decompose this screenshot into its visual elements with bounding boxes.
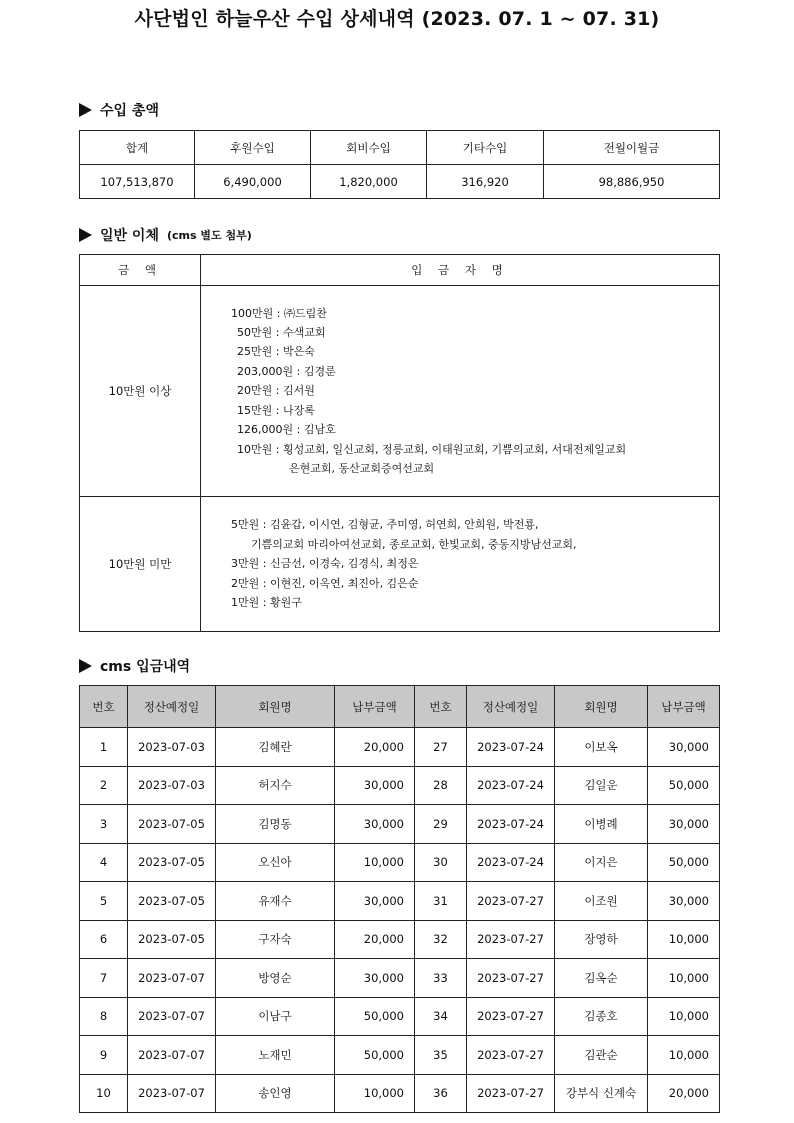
cms-header-no: 번호 bbox=[80, 686, 128, 728]
depositor-line: 126,000원 : 김남호 bbox=[237, 423, 336, 437]
cms-cell-no-2: 30 bbox=[415, 843, 467, 882]
cms-cell-amount-2: 30,000 bbox=[648, 882, 720, 921]
cms-header-row bbox=[80, 686, 720, 728]
summary-value-row bbox=[80, 165, 720, 199]
summary-carryover-value: 98,886,950 bbox=[544, 165, 720, 199]
summary-donation-value: 6,490,000 bbox=[195, 165, 311, 199]
cms-cell-no-2: 28 bbox=[415, 766, 467, 805]
depositor-line: 은현교회, 동산교회증여선교회 bbox=[289, 461, 435, 475]
transfer-amount-over: 10만원 이상 bbox=[80, 286, 201, 497]
summary-header-carryover: 전월이월금 bbox=[544, 131, 720, 165]
cms-cell-member-2: 이보옥 bbox=[555, 728, 648, 767]
cms-cell-no: 3 bbox=[80, 805, 128, 844]
summary-other-value: 316,920 bbox=[427, 165, 544, 199]
cms-cell-no: 9 bbox=[80, 1036, 128, 1075]
cms-cell-member-2: 김일운 bbox=[555, 766, 648, 805]
cms-cell-date: 2023-07-05 bbox=[128, 920, 216, 959]
cms-cell-date-2: 2023-07-27 bbox=[467, 959, 555, 998]
cms-deposit-table bbox=[79, 685, 720, 1113]
cms-header-date-2: 정산예정일 bbox=[467, 686, 555, 728]
cms-cell-date-2: 2023-07-24 bbox=[467, 728, 555, 767]
depositor-line: 기쁨의교회 마리아여선교회, 종로교회, 한빛교회, 중동지방남선교회, bbox=[251, 537, 577, 551]
cms-cell-date: 2023-07-07 bbox=[128, 959, 216, 998]
cms-cell-amount-2: 10,000 bbox=[648, 1036, 720, 1075]
cms-cell-member: 오신아 bbox=[216, 843, 335, 882]
cms-cell-member-2: 이병례 bbox=[555, 805, 648, 844]
cms-cell-member: 노재민 bbox=[216, 1036, 335, 1075]
cms-cell-date: 2023-07-03 bbox=[128, 728, 216, 767]
income-summary-table bbox=[79, 130, 720, 199]
cms-cell-amount-2: 50,000 bbox=[648, 766, 720, 805]
transfer-header-depositor: 입 금 자 명 bbox=[201, 255, 720, 286]
cms-cell-date: 2023-07-05 bbox=[128, 882, 216, 921]
general-transfer-table bbox=[79, 254, 720, 632]
transfer-row-under-100k bbox=[80, 497, 720, 632]
depositor-line: 25만원 : 박은숙 bbox=[237, 345, 315, 359]
cms-cell-member: 송인영 bbox=[216, 1074, 335, 1113]
cms-cell-no: 10 bbox=[80, 1074, 128, 1113]
section-cms bbox=[79, 656, 190, 676]
section-general-note: (cms 별도 첨부) bbox=[166, 229, 252, 242]
cms-cell-date-2: 2023-07-27 bbox=[467, 882, 555, 921]
cms-cell-date-2: 2023-07-24 bbox=[467, 805, 555, 844]
transfer-header-amount: 금 액 bbox=[80, 255, 201, 286]
cms-cell-member-2: 이조원 bbox=[555, 882, 648, 921]
cms-cell-member-2: 이지은 bbox=[555, 843, 648, 882]
table-row bbox=[80, 1074, 720, 1113]
cms-cell-date: 2023-07-07 bbox=[128, 1036, 216, 1075]
cms-cell-amount: 50,000 bbox=[335, 997, 415, 1036]
cms-header-member-2: 회원명 bbox=[555, 686, 648, 728]
cms-cell-no: 4 bbox=[80, 843, 128, 882]
cms-cell-amount: 30,000 bbox=[335, 805, 415, 844]
cms-cell-amount: 20,000 bbox=[335, 920, 415, 959]
depositor-line: 3만원 : 신금선, 이경숙, 김경식, 최정은 bbox=[231, 557, 419, 571]
cms-cell-amount-2: 30,000 bbox=[648, 805, 720, 844]
cms-cell-date: 2023-07-07 bbox=[128, 1074, 216, 1113]
summary-header-other: 기타수입 bbox=[427, 131, 544, 165]
cms-cell-no: 6 bbox=[80, 920, 128, 959]
section-general-title: 일반 이체 bbox=[100, 228, 159, 244]
cms-cell-no-2: 31 bbox=[415, 882, 467, 921]
cms-cell-date: 2023-07-05 bbox=[128, 843, 216, 882]
cms-cell-date-2: 2023-07-27 bbox=[467, 997, 555, 1036]
cms-cell-date: 2023-07-05 bbox=[128, 805, 216, 844]
cms-cell-no: 8 bbox=[80, 997, 128, 1036]
depositor-line: 100만원 : ㈜드림찬 bbox=[231, 306, 327, 320]
triangle-bullet-icon bbox=[79, 659, 92, 673]
cms-cell-amount: 30,000 bbox=[335, 882, 415, 921]
cms-cell-amount: 50,000 bbox=[335, 1036, 415, 1075]
cms-cell-no: 7 bbox=[80, 959, 128, 998]
cms-cell-member-2: 강부식 신계숙 bbox=[555, 1074, 648, 1113]
cms-cell-date-2: 2023-07-24 bbox=[467, 766, 555, 805]
depositor-line: 10만원 : 횡성교회, 일신교회, 정릉교회, 이태원교회, 기쁨의교회, 서대전제일교회 bbox=[237, 442, 627, 456]
cms-cell-member: 이남구 bbox=[216, 997, 335, 1036]
cms-cell-no-2: 33 bbox=[415, 959, 467, 998]
summary-header-donation: 후원수입 bbox=[195, 131, 311, 165]
summary-header-membership: 회비수입 bbox=[311, 131, 427, 165]
cms-cell-member: 김명동 bbox=[216, 805, 335, 844]
cms-header-date: 정산예정일 bbox=[128, 686, 216, 728]
section-total-title: 수입 총액 bbox=[100, 103, 159, 119]
depositor-line: 5만원 : 김윤갑, 이시연, 김형균, 주미영, 허연희, 안희원, 박전룡, bbox=[231, 518, 539, 532]
table-row bbox=[80, 728, 720, 767]
depositor-line: 1만원 : 황원구 bbox=[231, 596, 302, 610]
cms-cell-amount-2: 10,000 bbox=[648, 959, 720, 998]
cms-cell-member: 구자숙 bbox=[216, 920, 335, 959]
table-row bbox=[80, 805, 720, 844]
table-row bbox=[80, 959, 720, 998]
cms-cell-member: 방영순 bbox=[216, 959, 335, 998]
cms-cell-amount-2: 50,000 bbox=[648, 843, 720, 882]
table-row bbox=[80, 766, 720, 805]
transfer-row-over-100k bbox=[80, 286, 720, 497]
cms-cell-no-2: 32 bbox=[415, 920, 467, 959]
cms-cell-no: 2 bbox=[80, 766, 128, 805]
cms-cell-member-2: 장영하 bbox=[555, 920, 648, 959]
cms-cell-amount: 10,000 bbox=[335, 1074, 415, 1113]
cms-header-member: 회원명 bbox=[216, 686, 335, 728]
cms-cell-amount-2: 30,000 bbox=[648, 728, 720, 767]
table-row bbox=[80, 997, 720, 1036]
cms-cell-no-2: 27 bbox=[415, 728, 467, 767]
triangle-bullet-icon bbox=[79, 103, 92, 117]
triangle-bullet-icon bbox=[79, 228, 92, 242]
transfer-header-row bbox=[80, 255, 720, 286]
cms-cell-amount: 30,000 bbox=[335, 766, 415, 805]
cms-cell-member-2: 김옥순 bbox=[555, 959, 648, 998]
section-cms-title: cms 입금내역 bbox=[100, 659, 191, 675]
cms-cell-no-2: 36 bbox=[415, 1074, 467, 1113]
transfer-amount-under: 10만원 미만 bbox=[80, 497, 201, 632]
cms-cell-no: 5 bbox=[80, 882, 128, 921]
cms-cell-member-2: 김종호 bbox=[555, 997, 648, 1036]
cms-cell-no-2: 29 bbox=[415, 805, 467, 844]
cms-cell-date-2: 2023-07-27 bbox=[467, 1074, 555, 1113]
cms-cell-no: 1 bbox=[80, 728, 128, 767]
table-row bbox=[80, 1036, 720, 1075]
cms-cell-member: 유재수 bbox=[216, 882, 335, 921]
cms-header-no-2: 번호 bbox=[415, 686, 467, 728]
cms-cell-amount-2: 10,000 bbox=[648, 997, 720, 1036]
table-row bbox=[80, 843, 720, 882]
cms-cell-amount-2: 20,000 bbox=[648, 1074, 720, 1113]
summary-header-total: 합계 bbox=[80, 131, 195, 165]
table-row bbox=[80, 882, 720, 921]
depositor-line: 2만원 : 이현진, 이옥연, 최진아, 김은순 bbox=[231, 576, 419, 590]
cms-cell-amount: 10,000 bbox=[335, 843, 415, 882]
table-row bbox=[80, 920, 720, 959]
cms-cell-date: 2023-07-07 bbox=[128, 997, 216, 1036]
cms-cell-amount: 20,000 bbox=[335, 728, 415, 767]
cms-cell-member: 김혜란 bbox=[216, 728, 335, 767]
cms-cell-amount: 30,000 bbox=[335, 959, 415, 998]
cms-cell-no-2: 34 bbox=[415, 997, 467, 1036]
cms-cell-date-2: 2023-07-27 bbox=[467, 1036, 555, 1075]
cms-cell-no-2: 35 bbox=[415, 1036, 467, 1075]
cms-cell-date-2: 2023-07-24 bbox=[467, 843, 555, 882]
cms-cell-date-2: 2023-07-27 bbox=[467, 920, 555, 959]
cms-header-amount-2: 납부금액 bbox=[648, 686, 720, 728]
summary-total-value: 107,513,870 bbox=[80, 165, 195, 199]
cms-header-amount: 납부금액 bbox=[335, 686, 415, 728]
depositor-line: 50만원 : 수색교회 bbox=[237, 326, 326, 340]
section-general-transfer bbox=[79, 225, 252, 245]
cms-cell-amount-2: 10,000 bbox=[648, 920, 720, 959]
cms-cell-member: 허지수 bbox=[216, 766, 335, 805]
transfer-depositors-under bbox=[201, 497, 720, 632]
transfer-depositors-over bbox=[201, 286, 720, 497]
cms-cell-member-2: 김관순 bbox=[555, 1036, 648, 1075]
depositor-line: 15만원 : 나장록 bbox=[237, 403, 315, 417]
summary-header-row bbox=[80, 131, 720, 165]
section-total-income bbox=[79, 100, 159, 120]
cms-cell-date: 2023-07-03 bbox=[128, 766, 216, 805]
depositor-line: 203,000원 : 김경룬 bbox=[237, 364, 336, 378]
page-title: 사단법인 하늘우산 수입 상세내역 (2023. 07. 1 ~ 07. 31) bbox=[134, 8, 660, 30]
summary-membership-value: 1,820,000 bbox=[311, 165, 427, 199]
depositor-line: 20만원 : 김서원 bbox=[237, 384, 315, 398]
